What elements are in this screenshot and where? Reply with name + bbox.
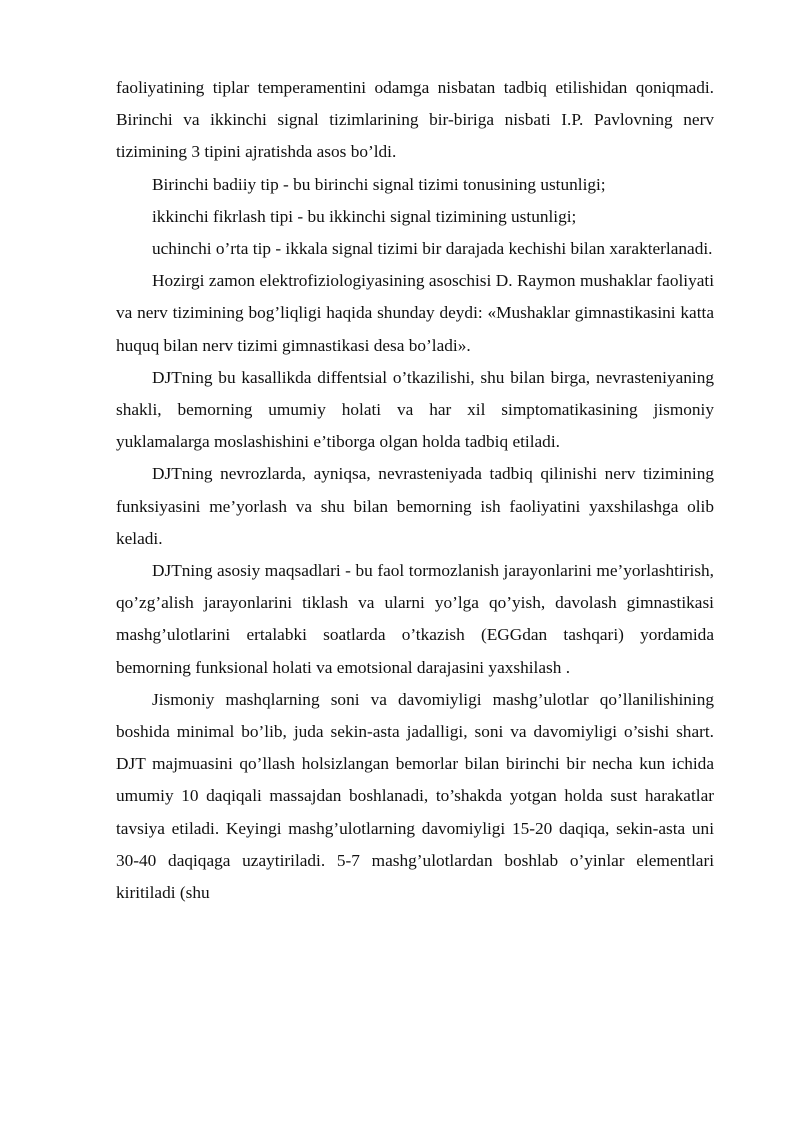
- paragraph-continuation: faoliyatining tiplar temperamentini odamga nisbatan tadbiq etilishidan qoniqmadi. Birinchi va ikkinchi signal tizimlarining bir-biriga nisbati I.P. Pavlovning nerv tizimining 3 tipini ajratishda asos bo’ldi.: [116, 78, 714, 162]
- body-text: [116, 72, 714, 909]
- paragraph-third-type: uchinchi o’rta tip - ikkala signal tizimi bir darajada kechishi bilan xarakterlanadi.: [152, 239, 713, 259]
- paragraph-neuroses: DJTning nevrozlarda, ayniqsa, nevrasteniyada tadbiq qilinishi nerv tizimining funksiyasini me’yorlash va shu bilan bemorning ish faoliyatini yaxshilashga olib keladi.: [116, 464, 714, 548]
- paragraph-exercises: Jismoniy mashqlarning soni va davomiyligi mashg’ulotlar qo’llanilishining boshida minimal bo’lib, juda sekin-asta jadalligi, soni va davomiyligi o’sishi shart. DJT majmuasini qo’llash holsizlangan bemorlar bilan birinchi bir necha kun ichida umumiy 10 daqiqali massajdan boshlanadi, to’shakda yotgan holda sust harakatlar tavsiya etiladi. Keyingi mashg’ulotlarning davomiyligi 15-20 daqiqa, sekin-asta uni 30-40 daqiqaga uzaytiriladi. 5-7 mashg’ulotlardan boshlab o’yinlar elementlari kiritiladi (shu: [116, 689, 714, 903]
- paragraph-goals: DJTning asosiy maqsadlari - bu faol tormozlanish jarayonlarini me’yorlashtirish, qo’zg’alish jarayonlarini tiklash va ularni yo’lga qo’yish, davolash gimnastikasi mashg’ulotlarini ertalabki soatlarda o’tkazish (EGGdan tashqari) yordamida bemorning funksional holati va emotsional darajasini yaxshilash .: [116, 561, 714, 677]
- paragraph-second-type: ikkinchi fikrlash tipi - bu ikkinchi signal tizimining ustunligi;: [152, 206, 577, 226]
- paragraph-differential: DJTning bu kasallikda diffentsial o’tkazilishi, shu bilan birga, nevrasteniyaning shakli, bemorning umumiy holati va har xil simptomatikasining jismoniy yuklamalarga moslashishini e’tiborga olgan holda tadbiq etiladi.: [116, 367, 714, 452]
- paragraph-first-type: Birinchi badiiy tip - bu birinchi signal tizimi tonusining ustunligi;: [152, 174, 606, 194]
- paragraph-raymon-quote: Hozirgi zamon elektrofiziologiyasining asoschisi D. Raymon mushaklar faoliyati va nerv tizimining bog’liqligi haqida shunday deydi: «Mushaklar gimnastikasini katta huquq bilan nerv tizimi gimnastikasi desa bo’ladi».: [116, 271, 714, 355]
